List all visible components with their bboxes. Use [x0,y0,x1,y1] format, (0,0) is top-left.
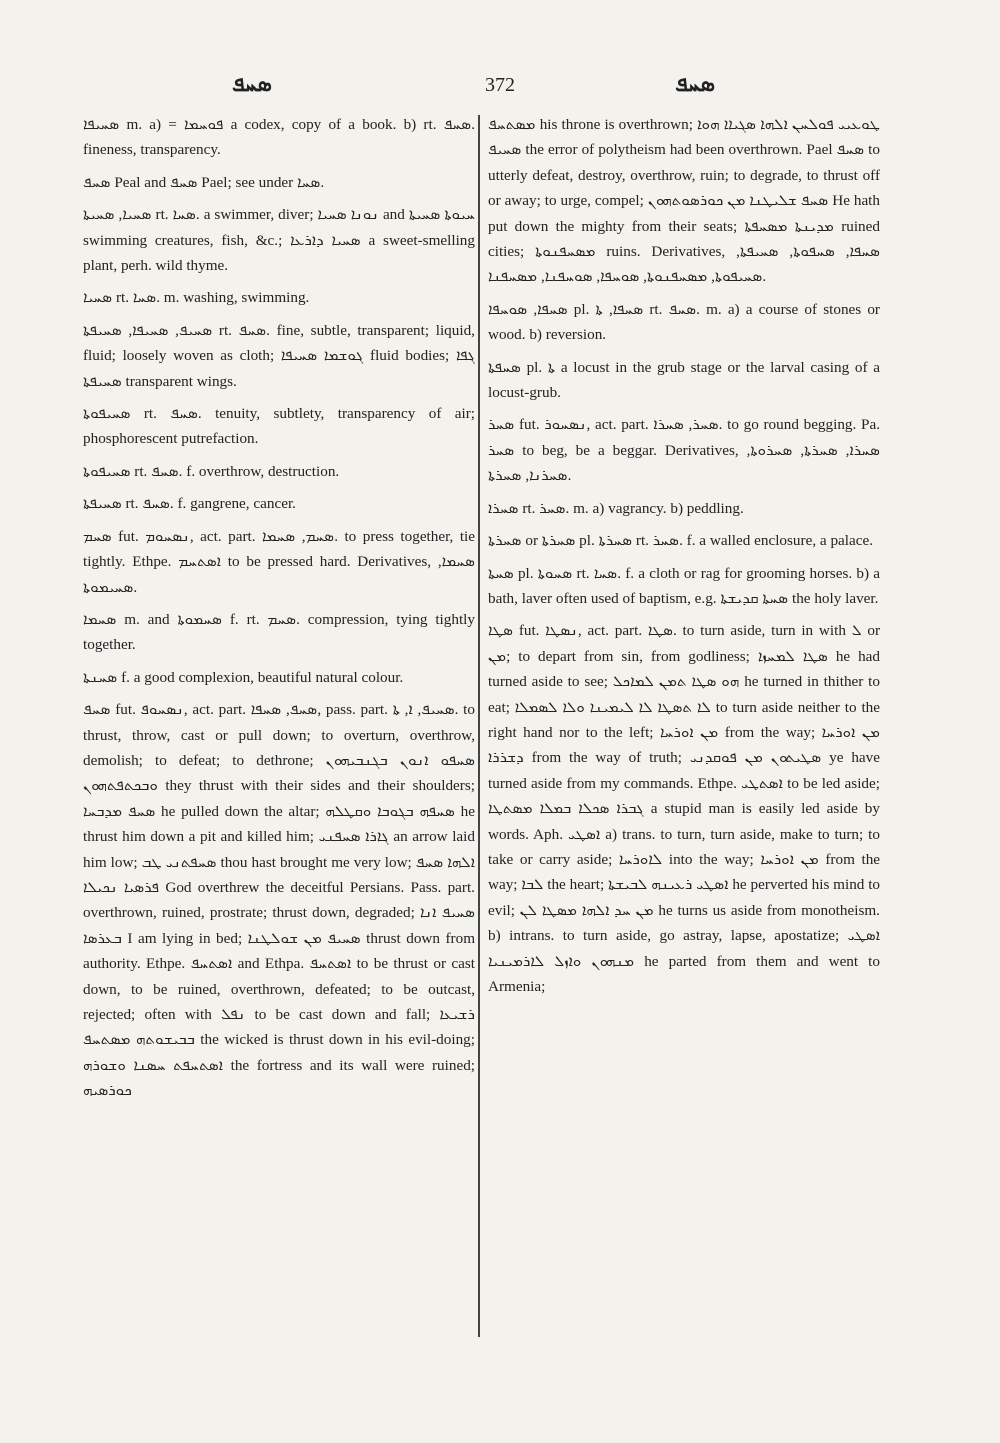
dictionary-entry: ܣܚܝܦܬܐ rt. ܣܚܦ. f. gangrene, cancer. [83,495,296,513]
dictionary-entry: ܣܚܝܦܐ m. a) = ܦܘܚܡܐ a codex, copy of a book. b) rt. ܣܚܦ. fineness, transparency. [83,116,475,159]
dictionary-entry: ܣܚܦ Peal and ܣܚܦ Pael; see under ܣܚܐ. [83,173,325,191]
column-divider [478,115,480,1337]
left-running-head: ܣܚܦ [232,72,272,97]
dictionary-entry: ܣܚܝܦ, ܣܚܝܦܐ, ܣܚܝܦܬܐ rt. ܣܚܦ. fine, subtle, transparent; liquid, fluid; loosely woven as cloth; ܓܘܫܡܐ ܣܚܝܦܐ fluid bodies; ܓܦܐ ܣܚܝܦܬܐ transparent wings. [83,321,475,390]
dictionary-entry: ܣܚܪ fut. ܢܣܚܘܪ, act. part. ܣܚܪ, ܣܚܪܐ. to go round begging. Pa. ܣܚܪ to beg, be a beggar. Derivatives, ܣܚܪܐ, ܣܚܪܬܐ, ܣܚܪܘܬܐ, ܣܚܪܢܐ, ܣܚܪܬܐ. [488,416,880,485]
left-column [83,112,475,1111]
dictionary-entry: ܣܚܝܐ rt. ܣܚܐ. m. washing, swimming. [83,289,310,307]
dictionary-entry: ܣܚܝܐ, ܣܚܝܬܐ rt. ܣܚܐ. a swimmer, diver; ܢܘܢܐ ܣܚܝܐ and ܚܝܘܬܐ ܣܚܝܬܐ swimming creatures, fish, &c.; ܣܚܝܐ ܕܐܪܥܐ a sweet-smelling plant, perh. wild thyme. [83,206,475,275]
dictionary-entry: ܣܚܬܐ pl. ܣܚܘܬܐ rt. ܣܚܐ. f. a cloth or rag for grooming horses. b) a bath, laver often used of baptism, e.g. ܣܚܬܐ ܩܕܝܫܬܐ the holy laver. [488,564,880,607]
dictionary-entry: ܣܚܝܦܘܬܐ rt. ܣܚܦ. tenuity, subtlety, transparency of air; phosphorescent putrefaction. [83,405,476,448]
dictionary-entry: ܣܚܝܦܘܬܐ rt. ܣܚܦ. f. overthrow, destruction. [83,462,340,480]
dictionary-entry: ܣܚܦ fut. ܢܣܚܘܦ, act. part. ܣܚܦ, ܣܚܦܐ, pass. part. ܣܚܝܦ, ܐ, ܬܐ. to thrust, throw, cast or pull down; to overturn, overthrow, demolish; to defeat; to dethrone; ܣܚܦܘ ܐܢܘܢ ܒܓܢܒܝܗܘܢ ܘܒܟܬܦܬܗܘܢ they thrust with their sides and their shoulders; ܣܚܦ ܡܕܒܚܐ he pulled down the altar; ܣܚܦܗ ܒܓܘܒܐ ܘܩܛܠܗ he thrust him down a pit and killed him; ܓܐܪܐ ܣܚܦܢܝ an arrow laid him low; ܣܚܦܬܢܝ ܛܒ thou hast brought me very low; ܐܠܗܐ ܣܚܦ ܦܪܣܝܐ ܢܟܝܠܐ God overthrew the deceitful Persians. Pass. part. overthrown, ruined, prostrate; thrust down, degraded; ܣܚܝܦ ܐܢܐ ܒܥܪܣܐ I am lying in bed; ܣܚܝܦ ܡܢ ܫܘܠܛܢܐ thrust down from authority. Ethpe. ܐܣܬܚܦ and Ethpa. ܐܣܬܚܦ to be thrust or cast down, to be ruined, overthrown, defeated; to be outcast, rejected; often with ܢܦܠ to be cast down and fall; ܪܫܝܥܐ ܒܒܝܫܘܬܗ ܡܣܬܚܦ the wicked is thrust down in his evil-doing; ܐܣܬܚܦܬ ܚܣܢܐ ܘܫܘܪܗ the fortress and its wall were ruined; ܟܘܪܣܝܗ [83,701,476,1100]
right-running-head: ܣܚܦ [675,72,715,97]
page-number: 372 [485,74,515,96]
dictionary-entry: ܣܛܐ fut. ܢܣܛܐ, act. part. ܣܛܐ. to turn aside, turn in with ܠ or ܡܢ; to depart from sin, from godliness; ܣܛܐ ܠܡܚܙܐ he had turned aside to see; ܗܘ ܣܛܐ ܬܡܢ ܠܡܐܟܠ he turned in thither to eat; ܠܐ ܬܣܛܐ ܠܐ ܠܝܡܝܢܐ ܘܠܐ ܠܣܡܠܐ to turn aside neither to the right hand nor to the left; ܡܢ ܐܘܪܚܐ from the way; ܡܢ ܐܘܪܚܐ ܕܫܪܪܐ from the way of truth; ܣܛܝܬܘܢ ܡܢ ܦܘܩܕܢܝ ye have turned aside from my commands. Ethpe. ܐܣܬܛܝ to be led aside; ܓܒܪܐ ܣܟܠܐ ܒܡܠܐ ܡܣܬܛܐ a stupid man is easily led aside by words. Aph. ܐܣܛܝ a) trans. to turn, turn aside, make to turn; to take or carry aside; ܠܐܘܪܚܐ into the way; ܡܢ ܐܘܪܚܐ from the way; ܠܒܐ the heart; ܐܣܛܝ ܪܥܝܢܗ ܠܒܝܫܬܐ he perverted his mind to evil; ܡܢ ܚܕ ܐܠܗܐ ܡܣܛܐ ܠܢ he turns us aside from monotheism. b) intrans. to turn aside, go astray, lapse, apostatize; ܐܣܛܝ ܡܢܗܘܢ ܘܐܙܠ ܠܐܪܡܝܢܝܐ he parted from them and went to Armenia; [488,622,881,995]
dictionary-entry: ܣܚܡܐ m. and ܣܚܡܘܬܐ f. rt. ܣܚܡ. compression, tying tightly together. [83,610,475,654]
dictionary-entry: ܣܚܦܐ, ܣܘܚܦܐ pl. ܣܚܦܐ, ܬܐ rt. ܣܚܦ. m. a) a course of stones or wood. b) reversion. [488,300,880,344]
dictionary-entry: ܡܣܬܚܦ his throne is overthrown; ܛܘܥܝܝ ܦܘܠܚܢ ܐܠܗܐ ܣܓܝܐܐ ܗܘܐ ܣܚܝܦ the error of polytheism had been overthrown. Pael ܣܚܦ to utterly defeat, destroy, overthrow, ruin; to degrade, to thrust off or away; to urge, compel; ܣܚܦ ܫܠܝܛܢܐ ܡܢ ܟܘܪܣܘܬܗܘܢ He hath put down the mighty from their seats; ܡܕܝܢܬܐ ܡܣܚܦܬܐ ruined cities; ܡܣܚܦܢܘܬܐ ruins. Derivatives, ܣܚܦܐ, ܣܚܦܘܬܐ, ܣܚܝܦܬܐ, ܣܚܝܦܘܬܐ, ܡܣܚܦܢܘܬܐ, ܣܘܚܦܐ, ܣܘܚܦܢܐ, ܡܣܚܦܢܐ. [488,116,880,286]
dictionary-entry: ܣܚܪܐ rt. ܣܚܪ. m. a) vagrancy. b) peddling. [488,499,744,517]
dictionary-entry: ܣܚܪܬܐ or ܣܚܪܬܐ pl. ܣܚܪܬܐ rt. ܣܚܪ. f. a walled enclosure, a palace. [488,532,874,550]
right-column [488,112,880,1006]
dictionary-entry: ܣܚܦܬܐ pl. ܬܐ a locust in the grub stage or the larval casing of a locust-grub. [488,358,880,402]
page-header [70,72,930,102]
dictionary-entry: ܣܚܡ fut. ܢܣܚܘܡ, act. part. ܣܚܡ, ܣܚܡܐ. to press together, tie tightly. Ethpe. ܐܣܬܚܡ to be pressed hard. Derivatives, ܣܚܡܐ, ܣܚܝܡܘܬܐ. [83,527,475,596]
dictionary-entry: ܣܚܢܬܐ f. a good complexion, beautiful natural colour. [83,668,404,686]
